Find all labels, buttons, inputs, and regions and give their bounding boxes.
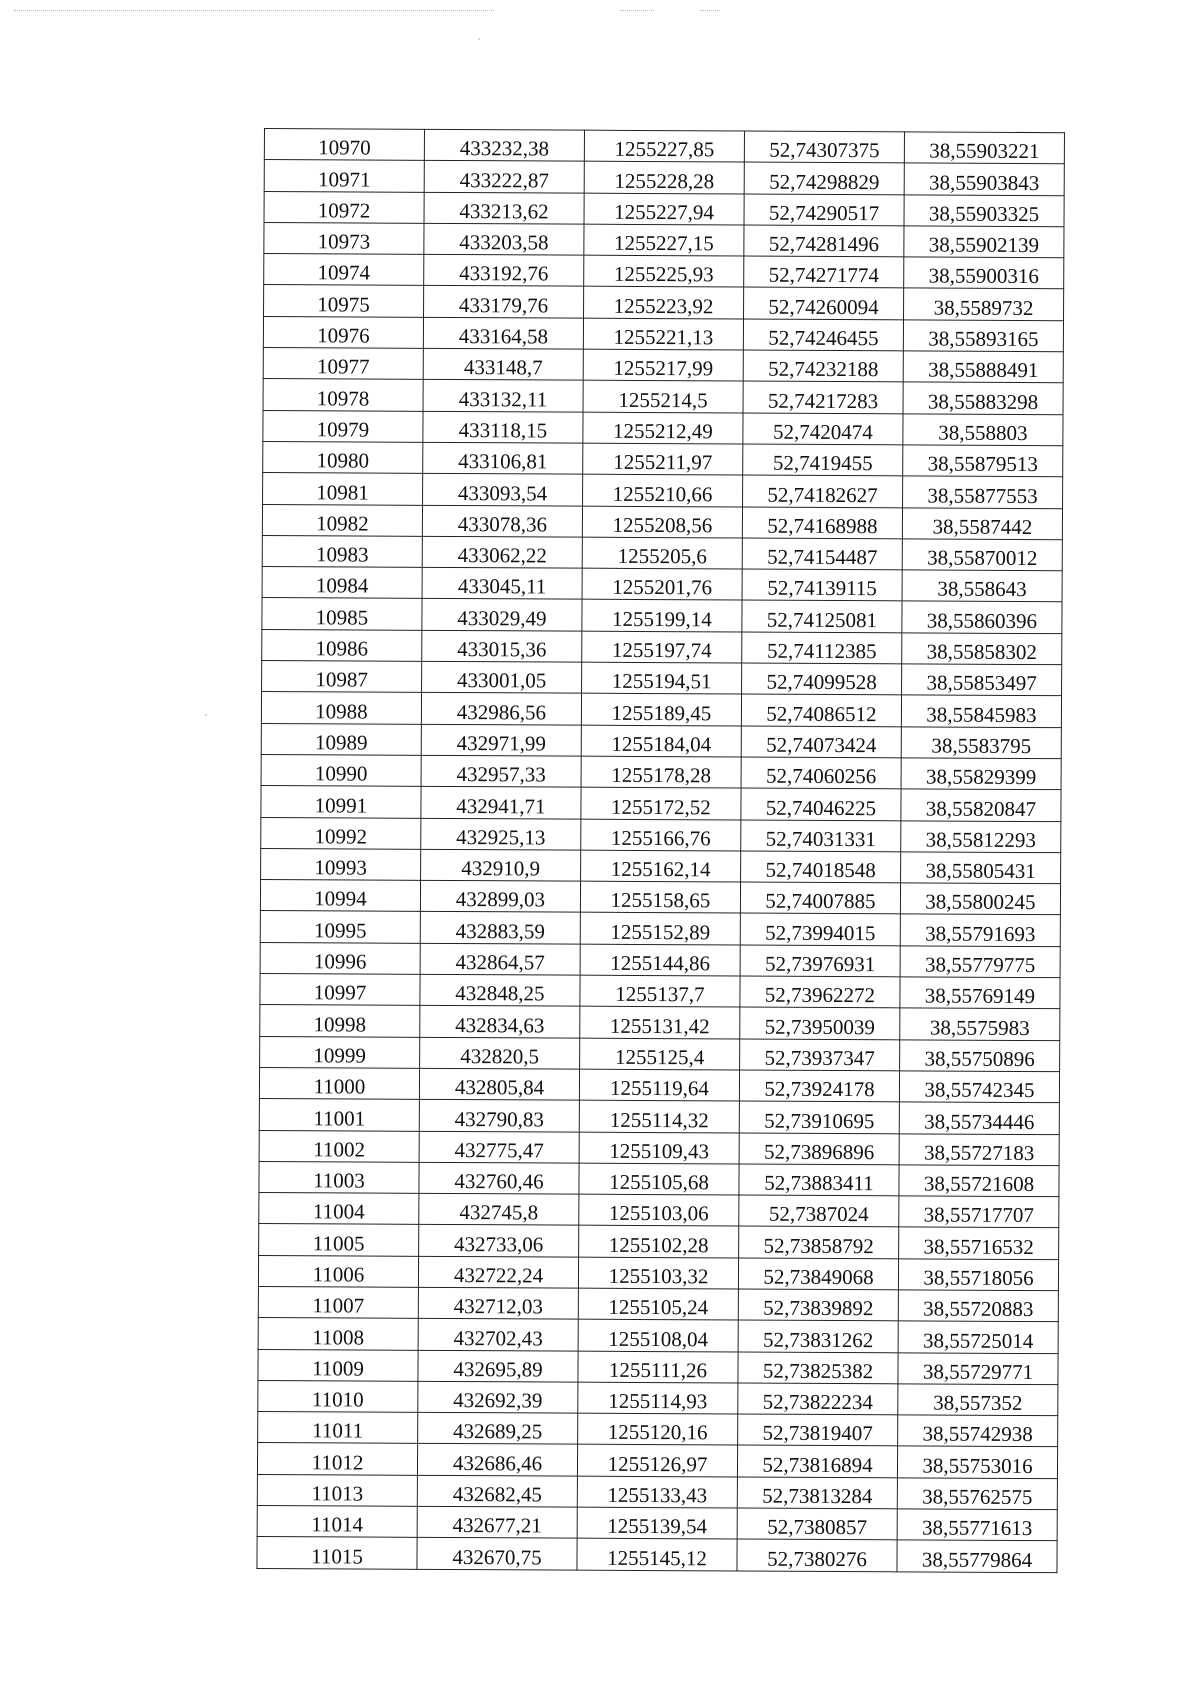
longitude-cell: 38,55893165 — [903, 320, 1063, 352]
longitude-cell: 38,55900316 — [904, 257, 1064, 289]
latitude-cell: 52,7419455 — [743, 444, 903, 476]
table-row — [259, 1224, 1059, 1259]
point-number-cell: 11014 — [257, 1506, 417, 1538]
coordinate-x-cell: 432733,06 — [419, 1225, 579, 1257]
coordinate-y-cell: 1255131,42 — [580, 1006, 740, 1038]
coordinate-y-cell: 1255111,26 — [578, 1351, 738, 1383]
coordinate-x-cell: 432790,83 — [419, 1100, 579, 1132]
longitude-cell: 38,55903843 — [904, 163, 1064, 195]
latitude-cell: 52,73962272 — [740, 976, 900, 1008]
point-number-cell: 10993 — [261, 848, 421, 880]
table-row — [264, 129, 1064, 164]
point-number-cell: 10987 — [262, 661, 422, 693]
latitude-cell: 52,74086512 — [741, 694, 901, 726]
longitude-cell: 38,558643 — [902, 570, 1062, 602]
longitude-cell: 38,55771613 — [897, 1509, 1057, 1541]
coordinate-y-cell: 1255102,28 — [579, 1226, 739, 1258]
longitude-cell: 38,55800245 — [900, 883, 1060, 915]
table-row — [259, 1067, 1059, 1102]
coordinate-y-cell: 1255221,13 — [583, 318, 743, 350]
coordinate-x-cell: 432760,46 — [419, 1162, 579, 1194]
longitude-cell: 38,55729771 — [898, 1352, 1058, 1384]
coordinate-y-cell: 1255199,14 — [582, 600, 742, 632]
point-number-cell: 10976 — [263, 316, 423, 348]
point-number-cell: 10994 — [260, 880, 420, 912]
coordinate-x-cell: 433164,58 — [423, 317, 583, 349]
coordinates-table-body — [257, 129, 1065, 1573]
coordinate-x-cell: 432957,33 — [421, 755, 581, 787]
latitude-cell: 52,74246455 — [743, 319, 903, 351]
table-row — [259, 1130, 1059, 1165]
table-row — [261, 817, 1061, 852]
table-row — [260, 942, 1060, 977]
coordinate-x-cell: 432834,63 — [420, 1006, 580, 1038]
latitude-cell: 52,73896896 — [739, 1133, 899, 1165]
longitude-cell: 38,55716532 — [899, 1227, 1059, 1259]
coordinate-x-cell: 433118,15 — [423, 411, 583, 443]
latitude-cell: 52,73937347 — [740, 1039, 900, 1071]
coordinate-y-cell: 1255217,99 — [583, 349, 743, 381]
latitude-cell: 52,74125081 — [742, 600, 902, 632]
point-number-cell: 10995 — [260, 911, 420, 943]
table-row — [264, 222, 1064, 257]
coordinate-y-cell: 1255162,14 — [581, 850, 741, 882]
coordinate-x-cell: 433015,36 — [422, 630, 582, 662]
latitude-cell: 52,73839892 — [738, 1289, 898, 1321]
latitude-cell: 52,73822234 — [738, 1383, 898, 1415]
coordinate-y-cell: 1255211,97 — [583, 443, 743, 475]
coordinate-y-cell: 1255114,32 — [579, 1100, 739, 1132]
latitude-cell: 52,74232188 — [743, 350, 903, 382]
point-number-cell: 10986 — [262, 629, 422, 661]
scan-artifact-dot — [205, 714, 207, 716]
coordinate-y-cell: 1255227,85 — [584, 130, 744, 162]
coordinate-y-cell: 1255105,68 — [579, 1163, 739, 1195]
point-number-cell: 10999 — [260, 1036, 420, 1068]
point-number-cell: 10998 — [260, 1005, 420, 1037]
coordinate-x-cell: 433132,11 — [423, 380, 583, 412]
longitude-cell: 38,55860396 — [902, 601, 1062, 633]
point-number-cell: 11015 — [257, 1537, 417, 1569]
coordinate-x-cell: 432689,25 — [418, 1412, 578, 1444]
coordinate-y-cell: 1255103,32 — [578, 1257, 738, 1289]
coordinate-x-cell: 433045,11 — [422, 567, 582, 599]
point-number-cell: 10991 — [261, 786, 421, 818]
coordinate-y-cell: 1255197,74 — [582, 631, 742, 663]
longitude-cell: 38,55845983 — [901, 695, 1061, 727]
coordinate-x-cell: 432899,03 — [420, 880, 580, 912]
table-row — [258, 1349, 1058, 1384]
coordinate-x-cell: 432848,25 — [420, 974, 580, 1006]
point-number-cell: 11012 — [257, 1443, 417, 1475]
coordinate-x-cell: 433078,36 — [422, 505, 582, 537]
coordinate-y-cell: 1255189,45 — [581, 694, 741, 726]
point-number-cell: 10979 — [263, 410, 423, 442]
coordinate-x-cell: 432986,56 — [421, 693, 581, 725]
table-row — [260, 974, 1060, 1009]
longitude-cell: 38,55870012 — [902, 539, 1062, 571]
latitude-cell: 52,74182627 — [743, 475, 903, 507]
table-row — [260, 1005, 1060, 1040]
coordinate-y-cell: 1255228,28 — [584, 161, 744, 193]
coordinate-y-cell: 1255133,43 — [577, 1476, 737, 1508]
table-row — [263, 410, 1063, 445]
longitude-cell: 38,55853497 — [902, 664, 1062, 696]
point-number-cell: 10985 — [262, 598, 422, 630]
coordinates-table — [256, 128, 1065, 1573]
coordinate-y-cell: 1255172,52 — [581, 787, 741, 819]
longitude-cell: 38,55820847 — [901, 789, 1061, 821]
longitude-cell: 38,55829399 — [901, 758, 1061, 790]
coordinate-x-cell: 433213,62 — [424, 192, 584, 224]
coordinate-x-cell: 433203,58 — [424, 223, 584, 255]
longitude-cell: 38,55718056 — [898, 1259, 1058, 1291]
longitude-cell: 38,5583795 — [901, 726, 1061, 758]
coordinate-x-cell: 432925,13 — [421, 818, 581, 850]
coordinate-y-cell: 1255158,65 — [580, 881, 740, 913]
longitude-cell: 38,55769149 — [900, 977, 1060, 1009]
point-number-cell: 11006 — [258, 1255, 418, 1287]
longitude-cell: 38,55779864 — [897, 1540, 1057, 1572]
coordinate-y-cell: 1255119,64 — [579, 1069, 739, 1101]
point-number-cell: 11007 — [258, 1286, 418, 1318]
coordinate-y-cell: 1255108,04 — [578, 1319, 738, 1351]
latitude-cell: 52,74060256 — [741, 757, 901, 789]
coordinate-y-cell: 1255227,15 — [584, 224, 744, 256]
longitude-cell: 38,55902139 — [904, 226, 1064, 258]
table-row — [258, 1255, 1058, 1290]
table-row — [264, 254, 1064, 289]
coordinate-y-cell: 1255223,92 — [584, 287, 744, 319]
coordinate-y-cell: 1255144,86 — [580, 944, 740, 976]
coordinate-y-cell: 1255152,89 — [580, 913, 740, 945]
latitude-cell: 52,74007885 — [740, 882, 900, 914]
coordinate-y-cell: 1255210,66 — [583, 474, 743, 506]
coordinate-x-cell: 433222,87 — [424, 161, 584, 193]
coordinate-y-cell: 1255126,97 — [577, 1445, 737, 1477]
table-row — [257, 1537, 1057, 1572]
latitude-cell: 52,73849068 — [738, 1258, 898, 1290]
longitude-cell: 38,55727183 — [899, 1133, 1059, 1165]
point-number-cell: 11011 — [258, 1412, 418, 1444]
table-row — [258, 1412, 1058, 1447]
coordinate-y-cell: 1255105,24 — [578, 1288, 738, 1320]
point-number-cell: 10997 — [260, 974, 420, 1006]
longitude-cell: 38,5587442 — [902, 507, 1062, 539]
table-row — [261, 723, 1061, 758]
latitude-cell: 52,73910695 — [739, 1101, 899, 1133]
coordinate-y-cell: 1255114,93 — [578, 1382, 738, 1414]
point-number-cell: 10974 — [264, 254, 424, 286]
latitude-cell: 52,74031331 — [741, 820, 901, 852]
coordinate-y-cell: 1255178,28 — [581, 756, 741, 788]
table-row — [264, 285, 1064, 320]
coordinate-x-cell: 432971,99 — [421, 724, 581, 756]
coordinate-x-cell: 432941,71 — [421, 787, 581, 819]
coordinate-x-cell: 433029,49 — [422, 599, 582, 631]
scan-artifact-dot — [478, 38, 480, 40]
table-row — [259, 1099, 1059, 1134]
latitude-cell: 52,74281496 — [744, 225, 904, 257]
coordinate-x-cell: 432775,47 — [419, 1131, 579, 1163]
latitude-cell: 52,74260094 — [744, 287, 904, 319]
coordinate-y-cell: 1255227,94 — [584, 193, 744, 225]
longitude-cell: 38,558803 — [903, 414, 1063, 446]
latitude-cell: 52,73831262 — [738, 1320, 898, 1352]
coordinate-y-cell: 1255205,6 — [582, 537, 742, 569]
table-row — [264, 160, 1064, 195]
coordinate-y-cell: 1255125,4 — [580, 1038, 740, 1070]
latitude-cell: 52,73813284 — [737, 1477, 897, 1509]
latitude-cell: 52,7380857 — [737, 1508, 897, 1540]
longitude-cell: 38,55725014 — [898, 1321, 1058, 1353]
coordinate-y-cell: 1255145,12 — [577, 1539, 737, 1571]
coordinate-x-cell: 433106,81 — [423, 442, 583, 474]
coordinate-x-cell: 432712,03 — [418, 1287, 578, 1319]
latitude-cell: 52,74112385 — [742, 632, 902, 664]
latitude-cell: 52,73819407 — [738, 1414, 898, 1446]
latitude-cell: 52,73950039 — [740, 1007, 900, 1039]
table-row — [262, 598, 1062, 633]
table-row — [261, 786, 1061, 821]
latitude-cell: 52,7420474 — [743, 413, 903, 445]
point-number-cell: 10971 — [264, 160, 424, 192]
latitude-cell: 52,74018548 — [741, 851, 901, 883]
latitude-cell: 52,73976931 — [740, 945, 900, 977]
table-row — [263, 348, 1063, 383]
scan-artifact-line — [14, 10, 494, 11]
table-row — [260, 880, 1060, 915]
latitude-cell: 52,73924178 — [739, 1070, 899, 1102]
latitude-cell: 52,74217283 — [743, 381, 903, 413]
point-number-cell: 11004 — [259, 1193, 419, 1225]
longitude-cell: 38,55879513 — [903, 445, 1063, 477]
coordinate-y-cell: 1255184,04 — [581, 725, 741, 757]
point-number-cell: 10990 — [261, 754, 421, 786]
longitude-cell: 38,55888491 — [903, 351, 1063, 383]
coordinate-y-cell: 1255103,06 — [579, 1194, 739, 1226]
coordinate-y-cell: 1255225,93 — [584, 255, 744, 287]
table-row — [263, 316, 1063, 351]
table-row — [260, 911, 1060, 946]
point-number-cell: 10983 — [262, 535, 422, 567]
point-number-cell: 10970 — [264, 129, 424, 161]
coordinate-y-cell: 1255109,43 — [579, 1132, 739, 1164]
point-number-cell: 10992 — [261, 817, 421, 849]
coordinate-y-cell: 1255120,16 — [578, 1413, 738, 1445]
latitude-cell: 52,74271774 — [744, 256, 904, 288]
latitude-cell: 52,74139115 — [742, 569, 902, 601]
latitude-cell: 52,7380276 — [737, 1539, 897, 1571]
point-number-cell: 10988 — [261, 692, 421, 724]
point-number-cell: 11005 — [259, 1224, 419, 1256]
latitude-cell: 52,73858792 — [739, 1226, 899, 1258]
coordinate-y-cell: 1255212,49 — [583, 412, 743, 444]
longitude-cell: 38,55903221 — [904, 132, 1064, 164]
coordinate-x-cell: 432864,57 — [420, 943, 580, 975]
point-number-cell: 11013 — [257, 1474, 417, 1506]
table-row — [258, 1318, 1058, 1353]
table-row — [260, 1036, 1060, 1071]
coordinate-x-cell: 432805,84 — [419, 1068, 579, 1100]
longitude-cell: 38,5589732 — [904, 288, 1064, 320]
longitude-cell: 38,55742345 — [899, 1071, 1059, 1103]
table-row — [262, 629, 1062, 664]
coordinate-x-cell: 433192,76 — [424, 255, 584, 287]
point-number-cell: 10980 — [263, 441, 423, 473]
longitude-cell: 38,557352 — [898, 1384, 1058, 1416]
table-row — [263, 473, 1063, 508]
longitude-cell: 38,55883298 — [903, 382, 1063, 414]
latitude-cell: 52,7387024 — [739, 1195, 899, 1227]
point-number-cell: 10989 — [261, 723, 421, 755]
coordinate-x-cell: 432745,8 — [419, 1193, 579, 1225]
longitude-cell: 38,55779775 — [900, 946, 1060, 978]
coordinate-y-cell: 1255208,56 — [582, 506, 742, 538]
point-number-cell: 11003 — [259, 1161, 419, 1193]
longitude-cell: 38,55750896 — [900, 1039, 1060, 1071]
table-row — [264, 191, 1064, 226]
coordinate-x-cell: 433001,05 — [422, 661, 582, 693]
longitude-cell: 38,55742938 — [898, 1415, 1058, 1447]
point-number-cell: 10978 — [263, 379, 423, 411]
longitude-cell: 38,55721608 — [899, 1165, 1059, 1197]
point-number-cell: 10977 — [263, 348, 423, 380]
longitude-cell: 38,5575983 — [900, 1008, 1060, 1040]
longitude-cell: 38,55858302 — [902, 633, 1062, 665]
table-row — [258, 1380, 1058, 1415]
coordinate-y-cell: 1255137,7 — [580, 975, 740, 1007]
coordinate-x-cell: 432883,59 — [420, 912, 580, 944]
table-row — [259, 1161, 1059, 1196]
point-number-cell: 10996 — [260, 942, 420, 974]
point-number-cell: 11000 — [259, 1067, 419, 1099]
coordinate-x-cell: 432670,75 — [417, 1538, 577, 1570]
longitude-cell: 38,55753016 — [897, 1446, 1057, 1478]
table-row — [262, 504, 1062, 539]
table-row — [263, 441, 1063, 476]
coordinate-y-cell: 1255201,76 — [582, 568, 742, 600]
table-row — [263, 379, 1063, 414]
latitude-cell: 52,74073424 — [741, 726, 901, 758]
latitude-cell: 52,73816894 — [737, 1445, 897, 1477]
coordinate-x-cell: 432910,9 — [421, 849, 581, 881]
longitude-cell: 38,55903325 — [904, 194, 1064, 226]
coordinate-x-cell: 432682,45 — [417, 1475, 577, 1507]
coordinate-y-cell: 1255194,51 — [582, 662, 742, 694]
point-number-cell: 10973 — [264, 222, 424, 254]
latitude-cell: 52,74298829 — [744, 162, 904, 194]
coordinate-x-cell: 432692,39 — [418, 1381, 578, 1413]
point-number-cell: 11010 — [258, 1380, 418, 1412]
point-number-cell: 10975 — [264, 285, 424, 317]
coordinate-x-cell: 432695,89 — [418, 1350, 578, 1382]
longitude-cell: 38,55805431 — [901, 852, 1061, 884]
coordinate-y-cell: 1255139,54 — [577, 1507, 737, 1539]
longitude-cell: 38,55720883 — [898, 1290, 1058, 1322]
latitude-cell: 52,74099528 — [742, 663, 902, 695]
point-number-cell: 11001 — [259, 1099, 419, 1131]
coordinate-x-cell: 432677,21 — [417, 1506, 577, 1538]
latitude-cell: 52,73883411 — [739, 1164, 899, 1196]
coordinate-x-cell: 432722,24 — [418, 1256, 578, 1288]
table-row — [257, 1443, 1057, 1478]
point-number-cell: 10981 — [263, 473, 423, 505]
coordinate-x-cell: 432820,5 — [420, 1037, 580, 1069]
latitude-cell: 52,74307375 — [744, 131, 904, 163]
table-row — [261, 848, 1061, 883]
latitude-cell: 52,74154487 — [742, 538, 902, 570]
coordinate-x-cell: 432686,46 — [417, 1444, 577, 1476]
scan-artifact-line — [620, 10, 654, 11]
coordinate-x-cell: 433148,7 — [423, 348, 583, 380]
table-row — [262, 535, 1062, 570]
latitude-cell: 52,74046225 — [741, 788, 901, 820]
coordinate-y-cell: 1255166,76 — [581, 819, 741, 851]
point-number-cell: 10972 — [264, 191, 424, 223]
table-row — [259, 1193, 1059, 1228]
longitude-cell: 38,55791693 — [900, 914, 1060, 946]
latitude-cell: 52,73994015 — [740, 913, 900, 945]
coordinate-x-cell: 433093,54 — [423, 474, 583, 506]
table-row — [261, 692, 1061, 727]
coordinate-y-cell: 1255214,5 — [583, 381, 743, 413]
longitude-cell: 38,55717707 — [899, 1196, 1059, 1228]
longitude-cell: 38,55762575 — [897, 1478, 1057, 1510]
point-number-cell: 11009 — [258, 1349, 418, 1381]
point-number-cell: 11008 — [258, 1318, 418, 1350]
table-row — [258, 1286, 1058, 1321]
table-row — [257, 1506, 1057, 1541]
longitude-cell: 38,55877553 — [903, 476, 1063, 508]
latitude-cell: 52,74290517 — [744, 194, 904, 226]
scan-artifact-line — [700, 10, 720, 11]
coordinate-x-cell: 432702,43 — [418, 1319, 578, 1351]
latitude-cell: 52,74168988 — [742, 507, 902, 539]
table-row — [257, 1474, 1057, 1509]
table-row — [262, 567, 1062, 602]
point-number-cell: 11002 — [259, 1130, 419, 1162]
coordinate-x-cell: 433179,76 — [424, 286, 584, 318]
point-number-cell: 10984 — [262, 567, 422, 599]
point-number-cell: 10982 — [262, 504, 422, 536]
longitude-cell: 38,55812293 — [901, 820, 1061, 852]
coordinate-x-cell: 433062,22 — [422, 536, 582, 568]
latitude-cell: 52,73825382 — [738, 1352, 898, 1384]
table-row — [262, 661, 1062, 696]
table-row — [261, 754, 1061, 789]
longitude-cell: 38,55734446 — [899, 1102, 1059, 1134]
coordinate-x-cell: 433232,38 — [424, 129, 584, 161]
